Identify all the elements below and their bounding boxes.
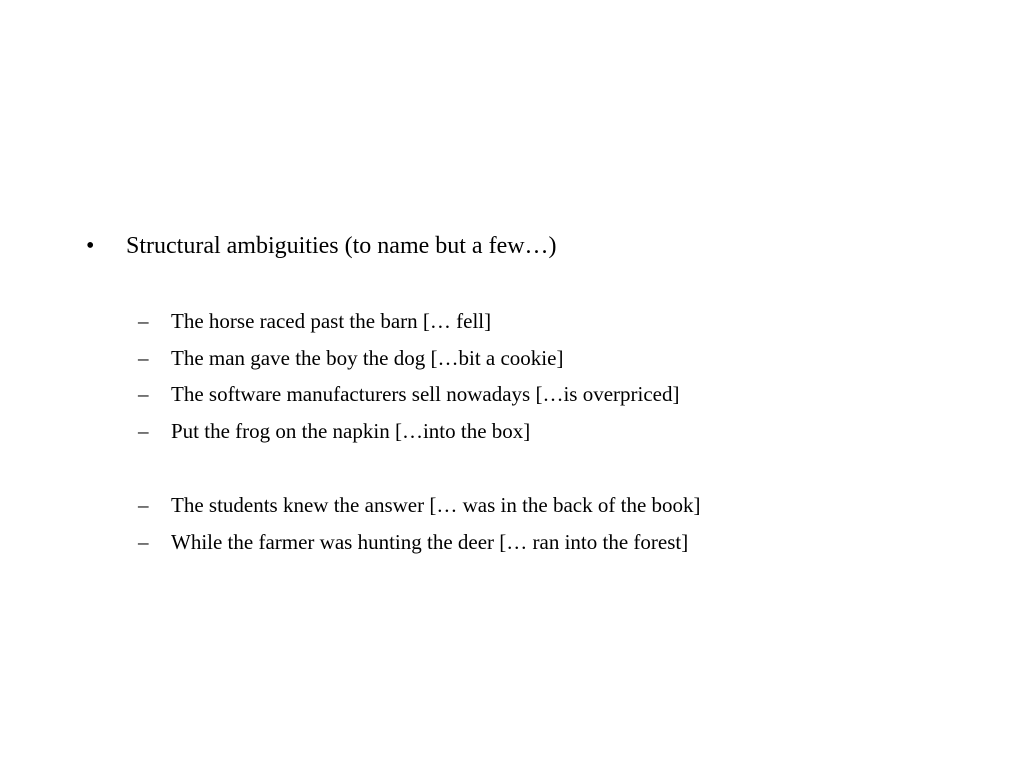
dash-marker: –	[138, 345, 149, 370]
sub-bullet-item	[0, 525, 1024, 562]
main-bullet	[0, 228, 1024, 264]
sub-bullet-item	[0, 414, 1024, 451]
sub-bullet-item	[0, 341, 1024, 378]
sub-bullet-text: The horse raced past the barn [… fell]	[171, 309, 492, 333]
sub-bullet-item	[0, 488, 1024, 525]
bullet-text: Structural ambiguities (to name but a few…)	[126, 233, 557, 259]
dash-marker: –	[138, 382, 149, 407]
sub-bullet-list-2	[0, 488, 1024, 561]
sub-bullet-text: The students knew the answer [… was in the back of the book]	[171, 493, 701, 517]
dash-marker: –	[138, 309, 149, 333]
sub-bullet-item	[0, 377, 1024, 414]
sub-bullet-text: The man gave the boy the dog […bit a cookie]	[171, 345, 564, 370]
sub-bullet-list-1	[0, 304, 1024, 451]
dash-marker: –	[138, 493, 149, 517]
sub-bullet-text: Put the frog on the napkin […into the box]	[171, 419, 531, 444]
dash-marker: –	[138, 529, 149, 554]
sub-bullet-text: While the farmer was hunting the deer [… ran into the forest]	[171, 529, 689, 554]
dash-marker: –	[138, 419, 149, 444]
bullet-marker: •	[86, 233, 95, 259]
sub-bullet-item	[0, 304, 1024, 341]
sub-bullet-text: The software manufacturers sell nowadays […is overpriced]	[171, 382, 680, 407]
